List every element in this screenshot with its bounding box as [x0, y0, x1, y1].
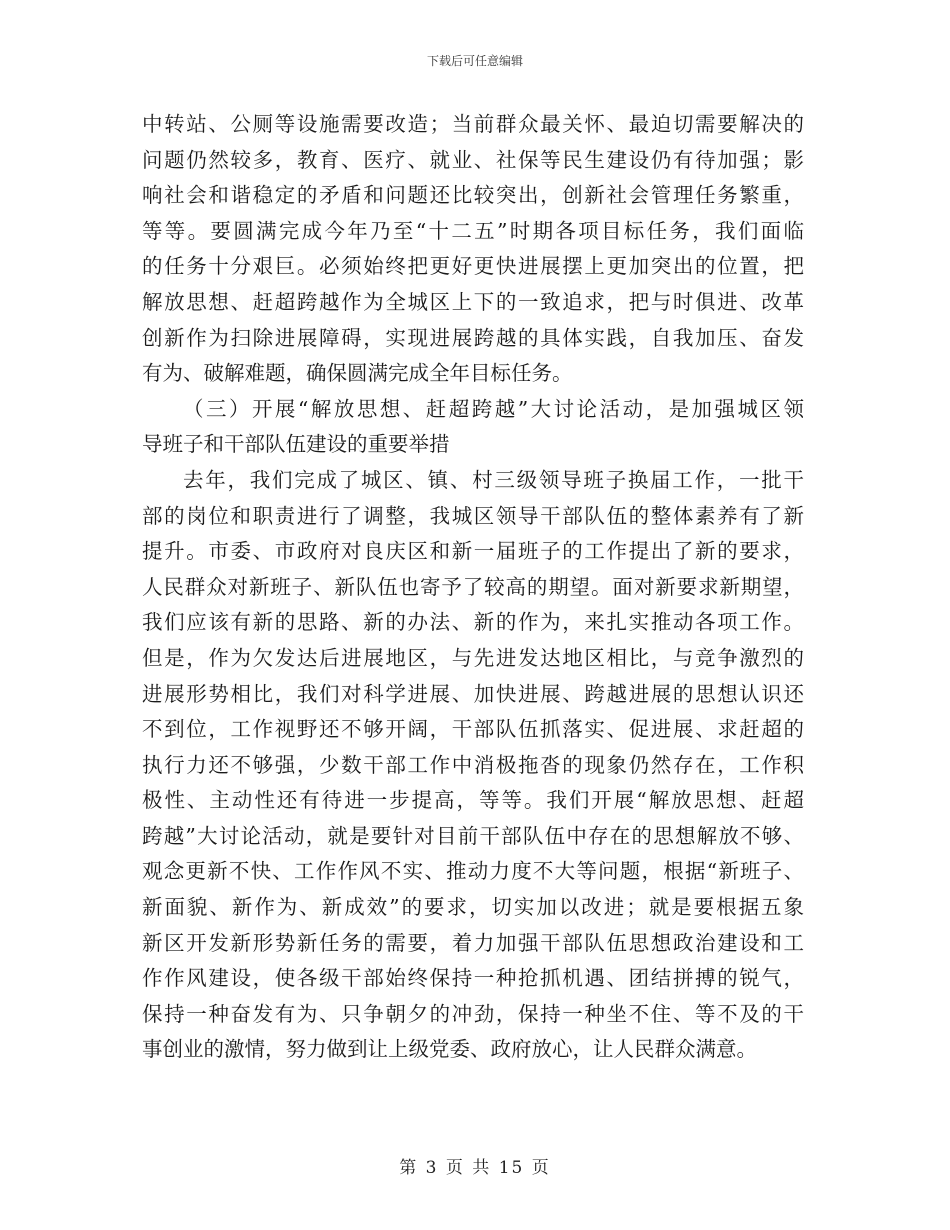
document-body: [142, 107, 804, 1068]
body-line: 部的岗位和职责进行了调整，我城区领导干部队伍的整体素养有了新: [142, 503, 804, 528]
section-heading-line: 导班子和干部队伍建设的重要举措: [142, 432, 450, 457]
body-line: 新区开发新形势新任务的需要，着力加强干部队伍思想政治建设和工: [142, 930, 804, 955]
body-line: 作作风建设，使各级干部始终保持一种抢抓机遇、团结拼搏的锐气，: [142, 966, 804, 991]
section-heading-line: （三）开展“解放思想、赶超跨越”大讨论活动，是加强城区领: [183, 396, 804, 421]
body-line: 新面貌、新作为、新成效”的要求，切实加以改进；就是要根据五象: [142, 895, 804, 920]
page-header: 下载后可任意编辑: [426, 54, 523, 68]
body-line: 我们应该有新的思路、新的办法、新的作为，来扎实推动各项工作。: [142, 610, 804, 635]
body-line: 响社会和谐稳定的矛盾和问题还比较突出，创新社会管理任务繁重，: [142, 183, 804, 208]
body-line: 事创业的激情，努力做到让上级党委、政府放心，让人民群众满意。: [142, 1037, 757, 1062]
body-line: 去年，我们完成了城区、镇、村三级领导班子换届工作，一批干: [183, 467, 804, 492]
body-line: 不到位，工作视野还不够开阔，干部队伍抓落实、促进展、求赶超的: [142, 717, 804, 742]
body-line: 保持一种奋发有为、只争朝夕的冲劲，保持一种坐不住、等不及的干: [142, 1001, 804, 1026]
body-line: 解放思想、赶超跨越作为全城区上下的一致追求，把与时俱进、改革: [142, 289, 804, 314]
body-line: 的任务十分艰巨。必须始终把更好更快进展摆上更加突出的位置，把: [142, 254, 804, 279]
body-line: 创新作为扫除进展障碍，实现进展跨越的具体实践，自我加压、奋发: [142, 325, 804, 350]
body-line: 人民群众对新班子、新队伍也寄予了较高的期望。面对新要求新期望，: [142, 574, 804, 599]
page-number-footer: 第 3 页 共 15 页: [399, 1158, 551, 1178]
body-line: 极性、主动性还有待进一步提高，等等。我们开展“解放思想、赶超: [142, 788, 804, 813]
body-line: 跨越”大讨论活动，就是要针对目前干部队伍中存在的思想解放不够、: [142, 823, 804, 848]
body-line: 提升。市委、市政府对良庆区和新一届班子的工作提出了新的要求，: [142, 539, 804, 564]
body-line: 中转站、公厕等设施需要改造；当前群众最关怀、最迫切需要解决的: [142, 112, 804, 136]
body-line: 执行力还不够强，少数干部工作中消极拖沓的现象仍然存在，工作积: [142, 752, 804, 777]
body-line: 但是，作为欠发达后进展地区，与先进发达地区相比，与竞争激烈的: [142, 645, 804, 670]
body-line: 问题仍然较多，教育、医疗、就业、社保等民生建设仍有待加强；影: [142, 147, 804, 172]
body-line: 等等。要圆满完成今年乃至“十二五”时期各项目标任务，我们面临: [142, 218, 804, 243]
body-line: 观念更新不快、工作作风不实、推动力度不大等问题，根据“新班子、: [142, 859, 804, 884]
body-line: 进展形势相比，我们对科学进展、加快进展、跨越进展的思想认识还: [142, 681, 804, 706]
body-line: 有为、破解难题，确保圆满完成全年目标任务。: [142, 361, 573, 386]
